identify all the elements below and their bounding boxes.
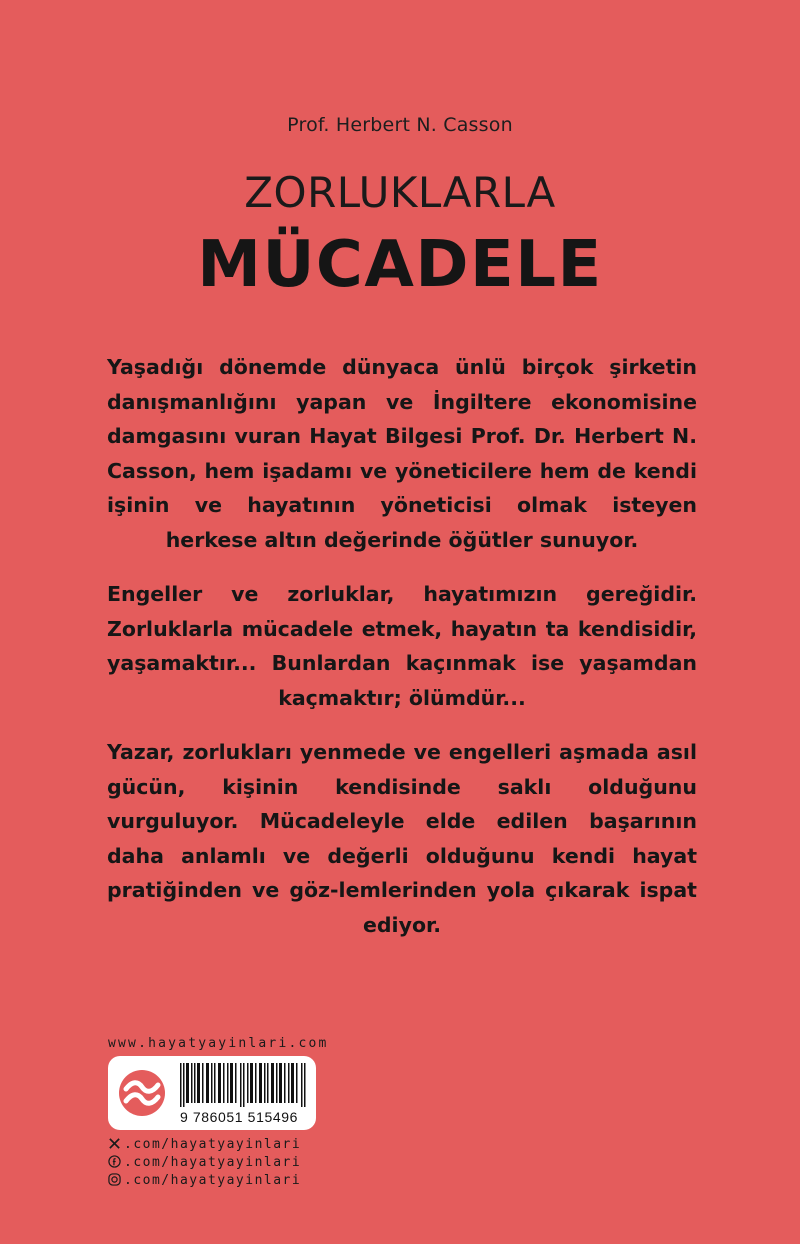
paragraph-3: Yazar, zorlukları yenmede ve engelleri aşmada asıl gücün, kişinin kendisinde saklı olduğunu vurguluyor. Mücadeleyle elde edilen başarının daha anlamlı ve değerli olduğunu kendi hayat pratiğinden ve göz-lemlerinden yola çıkarak ispat ediyor. bbox=[107, 740, 697, 937]
back-cover-text bbox=[107, 350, 697, 962]
social-x bbox=[108, 1137, 301, 1152]
publisher-website: www.hayatyayinlari.com bbox=[108, 1036, 329, 1051]
isbn-number: 9 786051 515496 bbox=[180, 1109, 298, 1125]
barcode-panel bbox=[108, 1056, 316, 1130]
instagram-icon bbox=[108, 1173, 121, 1186]
social-facebook-handle: .com/hayatyayinlari bbox=[124, 1155, 302, 1170]
social-x-handle: .com/hayatyayinlari bbox=[124, 1137, 302, 1152]
social-instagram-handle: .com/hayatyayinlari bbox=[124, 1173, 302, 1188]
book-title-line1: ZORLUKLARLA bbox=[244, 168, 556, 217]
social-instagram bbox=[108, 1173, 301, 1188]
author-name: Prof. Herbert N. Casson bbox=[287, 114, 513, 136]
social-facebook bbox=[108, 1155, 301, 1170]
barcode bbox=[180, 1063, 308, 1107]
publisher-logo-icon bbox=[118, 1069, 166, 1117]
paragraph-1: Yaşadığı dönemde dünyaca ünlü birçok şirketin danışmanlığını yapan ve İngiltere ekonomisine damgasını vuran Hayat Bilgesi Prof. Dr. Herbert N. Casson, hem işadamı ve yöneticilere hem de kendi işinin ve hayatının yöneticisi olmak isteyen herkese altın değerinde öğütler sunuyor. bbox=[107, 355, 697, 552]
facebook-icon bbox=[108, 1155, 121, 1168]
paragraph-2: Engeller ve zorluklar, hayatımızın gereğidir. Zorluklarla mücadele etmek, hayatın ta kendisidir, yaşamaktır... Bunlardan kaçınmak ise yaşamdan kaçmaktır; ölümdür... bbox=[107, 582, 697, 710]
book-title-line2: MÜCADELE bbox=[197, 228, 603, 302]
x-icon bbox=[108, 1137, 121, 1150]
